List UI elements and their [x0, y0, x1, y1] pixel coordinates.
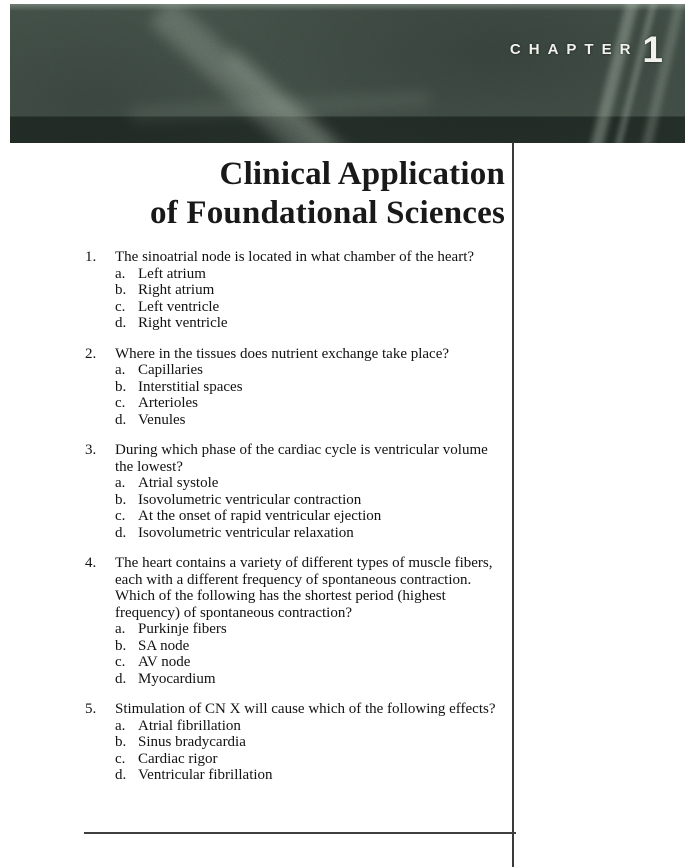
question-text: During which phase of the cardiac cycle is ventricular volume the lowest?: [115, 442, 488, 475]
page-title-line-1: Clinical Application: [219, 156, 505, 192]
question-item-3: [85, 442, 509, 541]
option-text: Left atrium: [138, 265, 206, 282]
questions-list: [85, 249, 509, 798]
option-letter: c.: [115, 395, 126, 411]
option-text: Right atrium: [138, 282, 215, 298]
option-letter: d.: [115, 767, 127, 783]
option-letter: d.: [115, 411, 127, 428]
option-letter: a.: [115, 362, 126, 378]
option-letter: c.: [115, 654, 126, 670]
option-text: Ventricular fibrillation: [138, 767, 273, 783]
option-text: Left ventricle: [138, 298, 220, 315]
question-text: The sinoatrial node is located in what chamber of the heart?: [115, 249, 475, 265]
question-number: 1.: [85, 249, 97, 265]
option-item: [115, 395, 509, 412]
option-item: [115, 362, 509, 379]
option-letter: b.: [115, 734, 127, 750]
page-title-line-2: of Foundational Sciences: [150, 195, 505, 231]
option-text: Cardiac rigor: [138, 750, 218, 767]
option-letter: b.: [115, 282, 127, 298]
option-item: [115, 525, 509, 542]
option-letter: d.: [115, 524, 127, 541]
option-letter: c.: [115, 750, 126, 767]
option-text: Purkinje fibers: [138, 621, 227, 637]
option-text: Isovolumetric ventricular contraction: [138, 491, 362, 508]
option-item: [115, 492, 509, 509]
option-text: Myocardium: [138, 670, 216, 687]
option-item: [115, 379, 509, 396]
option-item: [115, 767, 509, 784]
option-text: Atrial fibrillation: [138, 717, 241, 734]
chapter-label: CHAPTER: [509, 41, 639, 58]
option-text: SA node: [138, 637, 190, 654]
option-item: [115, 475, 509, 492]
option-text: Interstitial spaces: [138, 378, 243, 395]
option-letter: a.: [115, 717, 126, 734]
chapter-banner: [10, 4, 685, 143]
option-text: Isovolumetric ventricular relaxation: [138, 524, 354, 541]
options-list: [115, 475, 509, 541]
vertical-divider-rule: [512, 142, 514, 867]
option-item: [115, 751, 509, 768]
chapter-tag: [510, 31, 663, 68]
option-letter: b.: [115, 637, 127, 654]
question-item-5: [85, 701, 509, 784]
question-item-2: [85, 346, 509, 429]
options-list: [115, 621, 509, 687]
option-text: Right ventricle: [138, 315, 228, 331]
option-item: [115, 299, 509, 316]
option-letter: d.: [115, 670, 127, 687]
question-number: 5.: [85, 701, 97, 717]
option-text: Atrial systole: [138, 475, 219, 491]
option-letter: d.: [115, 315, 127, 331]
question-number: 3.: [85, 442, 97, 458]
option-item: [115, 315, 509, 332]
option-item: [115, 654, 509, 671]
option-item: [115, 671, 509, 688]
question-number: 2.: [85, 345, 97, 362]
option-item: [115, 621, 509, 638]
question-item-1: [85, 249, 509, 332]
option-item: [115, 734, 509, 751]
question-text: Where in the tissues does nutrient exchange take place?: [115, 345, 450, 362]
option-item: [115, 508, 509, 525]
option-item: [115, 412, 509, 429]
option-item: [115, 638, 509, 655]
options-list: [115, 266, 509, 332]
option-item: [115, 282, 509, 299]
chapter-number: 1: [642, 29, 663, 70]
banner-noise-texture: [10, 4, 685, 143]
question-number: 4.: [85, 555, 97, 571]
option-letter: b.: [115, 491, 127, 508]
option-letter: a.: [115, 265, 126, 282]
option-letter: b.: [115, 378, 127, 395]
option-item: [115, 266, 509, 283]
option-text: Venules: [138, 411, 186, 428]
option-text: Sinus bradycardia: [138, 734, 246, 750]
option-text: AV node: [138, 654, 191, 670]
option-item: [115, 718, 509, 735]
option-letter: c.: [115, 298, 126, 315]
option-text: Capillaries: [138, 362, 203, 378]
page-title: [40, 155, 505, 233]
option-letter: a.: [115, 621, 126, 637]
footer-rule: [84, 832, 516, 834]
options-list: [115, 718, 509, 784]
option-letter: c.: [115, 508, 126, 524]
question-text: The heart contains a variety of different types of muscle fibers, each with a different frequency of spontaneous contraction. Which of the following has the shortest period (highest frequency) of spontaneous contraction?: [115, 555, 493, 621]
option-text: Arterioles: [138, 395, 198, 411]
question-text: Stimulation of CN X will cause which of the following effects?: [115, 701, 496, 717]
option-letter: a.: [115, 475, 126, 491]
option-text: At the onset of rapid ventricular ejection: [138, 508, 382, 524]
question-item-4: [85, 555, 509, 687]
options-list: [115, 362, 509, 428]
